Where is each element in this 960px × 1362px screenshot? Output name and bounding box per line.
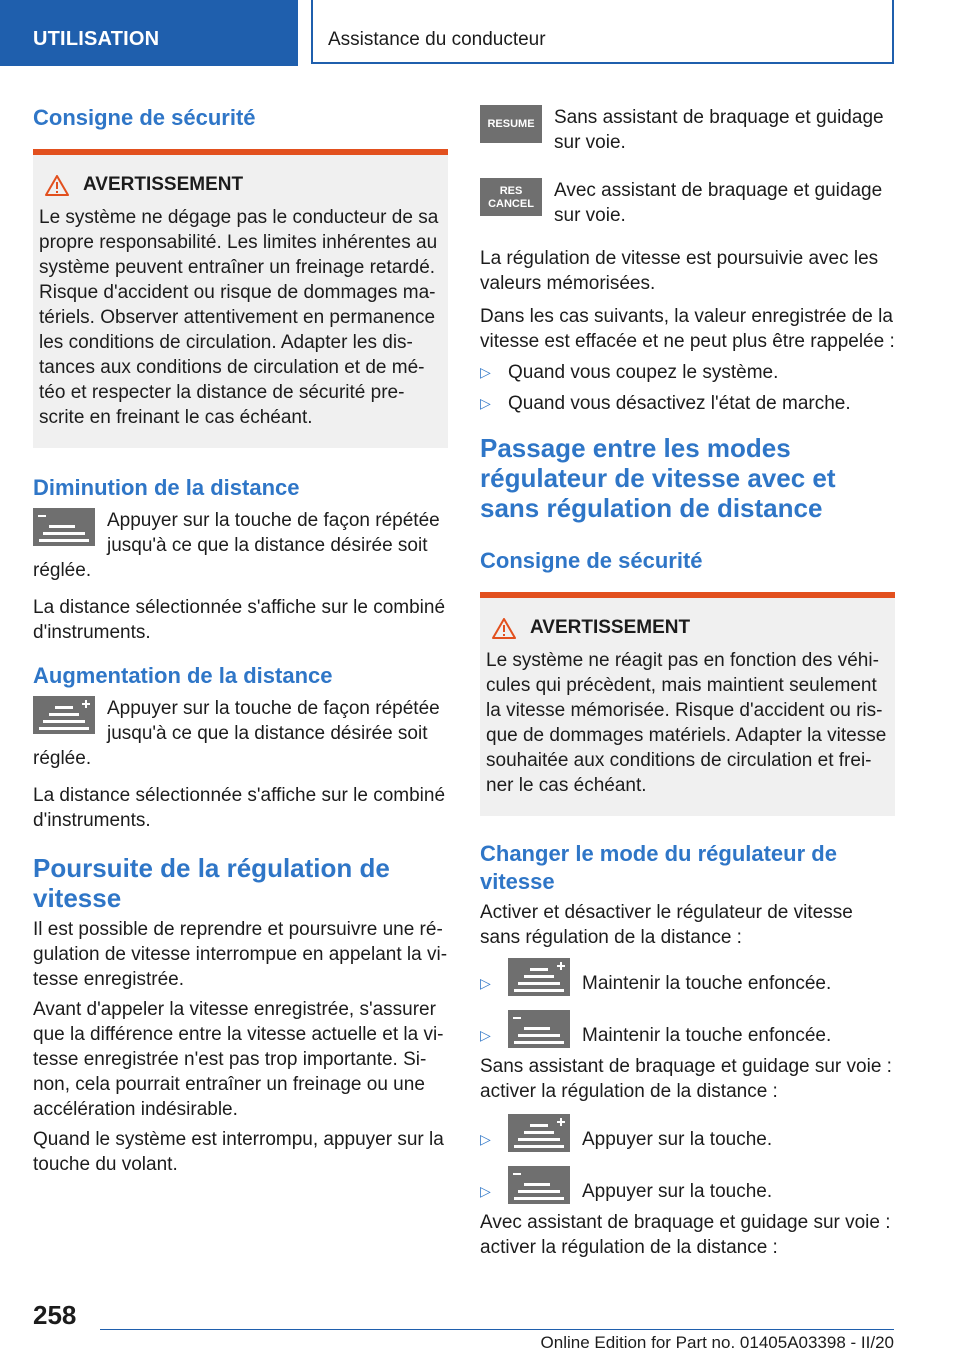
erased-cases-paragraph: Dans les cas suivants, la valeur enregistrée de la vitesse est effacée et ne peut plus être rappelée : <box>480 306 895 352</box>
page-number: 258 <box>33 1300 77 1330</box>
rescancel-button-row <box>480 178 895 228</box>
warning-triangle-icon <box>492 618 516 639</box>
warning-2-line: ner le cas échéant. <box>486 775 647 796</box>
warning-2-line: cules qui précèdent, mais maintient seulement <box>486 675 877 696</box>
warning-header-2 <box>492 616 889 640</box>
warning-box-1 <box>33 149 448 448</box>
warning-text-1 <box>39 205 442 430</box>
resume-button-text: Sans assistant de braquage et guidage sur voie. <box>554 107 884 153</box>
triangle-bullet-icon: ▷ <box>480 1027 491 1043</box>
triangle-bullet-icon: ▷ <box>480 364 491 380</box>
triangle-bullet-icon: ▷ <box>480 395 491 411</box>
warning-title-2: AVERTISSEMENT <box>530 617 691 638</box>
increase-distance-block <box>33 696 448 771</box>
distance-decrease-button-icon <box>33 508 95 546</box>
footer-divider <box>100 1329 894 1330</box>
distance-increase-button-icon <box>33 696 95 734</box>
increase-distance-text: Appuyer sur la touche de façon répétée jusqu'à ce que la distance désirée soit réglée. <box>33 698 440 769</box>
resume-paragraph-2: Avant d'appeler la vitesse enregistrée, s'assurer que la différence entre la vitesse actuelle et la vi-tesse enregistrée n'est pas trop importante. Si-non, cela pourrait entraîner un freinage ou une accélération indésirable. <box>33 999 444 1120</box>
resume-button-row <box>480 105 895 155</box>
warning-2-line: Le système ne réagit pas en fonction des véhi- <box>486 650 879 671</box>
list-item-text: Maintenir la touche enfoncée. <box>582 973 832 994</box>
stored-values-paragraph: La régulation de vitesse est poursuivie avec les valeurs mémorisées. <box>480 248 879 294</box>
list-item-text: Maintenir la touche enfoncée. <box>582 1025 832 1046</box>
list-item <box>480 958 895 996</box>
header-section-title: UTILISATION <box>33 28 160 50</box>
list-item <box>480 360 895 385</box>
triangle-bullet-icon: ▷ <box>480 1183 491 1199</box>
distance-increase-button-icon <box>508 958 570 996</box>
res-cancel-label-2: CANCEL <box>488 198 534 210</box>
decrease-distance-block <box>33 508 448 583</box>
header-chapter-title: Assistance du conducteur <box>328 29 546 50</box>
list-item <box>480 1114 895 1152</box>
warning-1-line: tances aux conditions de circulation et de mé- <box>39 357 425 378</box>
warning-box-2 <box>480 592 895 816</box>
warning-1-line: Risque d'accident ou risque de dommages ma- <box>39 282 436 303</box>
warning-1-line: tériels. Observer attentivement en permanence <box>39 307 436 328</box>
warning-1-line: téo et respecter la distance de sécurité pre- <box>39 382 405 403</box>
resume-heading: Poursuite de la régulation de vitesse <box>33 853 390 913</box>
left-column <box>33 100 448 1177</box>
warning-triangle-icon <box>45 175 69 196</box>
right-column <box>480 105 895 1260</box>
warning-1-line: propre responsabilité. Les limites inhérentes au <box>39 232 438 253</box>
warning-1-line: les conditions de circulation. Adapter les dis- <box>39 332 413 353</box>
switch-modes-heading: Passage entre les modes régulateur de vitesse avec et sans régulation de distance <box>480 433 836 523</box>
resume-paragraph-3: Quand le système est interrompu, appuyer sur la touche du volant. <box>33 1129 444 1175</box>
list-item-text: Quand vous désactivez l'état de marche. <box>508 393 851 414</box>
change-mode-paragraph-1: Activer et désactiver le régulateur de vitesse sans régulation de la distance : <box>480 902 853 948</box>
warning-1-line: système peuvent entraîner un freinage retardé. <box>39 257 436 278</box>
footer-edition: Online Edition for Part no. 01405A03398 - II/20 <box>540 1333 894 1352</box>
list-item <box>480 1010 895 1048</box>
triangle-bullet-icon: ▷ <box>480 1131 491 1147</box>
warning-header-1 <box>45 173 442 197</box>
resume-paragraph-1: Il est possible de reprendre et poursuivre une ré-gulation de vitesse interrompue en appelant la vi-tesse enregistrée. <box>33 919 448 990</box>
warning-text-2 <box>486 648 889 798</box>
warning-1-line: Le système ne dégage pas le conducteur de sa <box>39 207 439 228</box>
triangle-bullet-icon: ▷ <box>480 975 491 991</box>
safety-heading-right: Consigne de sécurité <box>480 548 703 573</box>
increase-distance-heading: Augmentation de la distance <box>33 663 333 688</box>
header-section-tab <box>0 0 298 66</box>
res-cancel-button-icon <box>480 178 542 216</box>
list-item-text: Appuyer sur la touche. <box>582 1181 773 1202</box>
decrease-distance-heading: Diminution de la distance <box>33 475 300 500</box>
change-mode-paragraph-3: Avec assistant de braquage et guidage sur voie : activer la régulation de la distance : <box>480 1212 891 1258</box>
resume-button-icon <box>480 105 542 143</box>
warning-2-line: souhaitée aux conditions de circulation et frei- <box>486 750 872 771</box>
distance-increase-button-icon <box>508 1114 570 1152</box>
warning-2-line: la vitesse mémorisée. Risque d'accident ou ris- <box>486 700 883 721</box>
decrease-distance-note: La distance sélectionnée s'affiche sur le combiné d'instruments. <box>33 597 446 643</box>
distance-decrease-button-icon <box>508 1010 570 1048</box>
increase-distance-note: La distance sélectionnée s'affiche sur le combiné d'instruments. <box>33 785 446 831</box>
warning-1-line: scrite en freinant le cas échéant. <box>39 407 313 428</box>
res-cancel-label-1: RES <box>499 185 523 197</box>
list-item <box>480 1166 895 1204</box>
decrease-distance-text: Appuyer sur la touche de façon répétée jusqu'à ce que la distance désirée soit réglée. <box>33 510 440 581</box>
list-item-text: Appuyer sur la touche. <box>582 1129 773 1150</box>
list-item <box>480 391 895 416</box>
distance-decrease-button-icon <box>508 1166 570 1204</box>
warning-2-line: que de dommages matériels. Adapter la vitesse <box>486 725 887 746</box>
change-mode-heading: Changer le mode du régulateur de vitesse <box>480 841 837 894</box>
warning-title-1: AVERTISSEMENT <box>83 174 244 195</box>
change-mode-paragraph-2: Sans assistant de braquage et guidage sur voie : activer la régulation de la distance : <box>480 1056 892 1102</box>
rescancel-button-text: Avec assistant de braquage et guidage sur voie. <box>554 180 883 226</box>
safety-heading-left: Consigne de sécurité <box>33 105 256 130</box>
resume-button-label: RESUME <box>487 118 535 130</box>
header-chapter-box <box>311 0 894 64</box>
list-item-text: Quand vous coupez le système. <box>508 362 779 383</box>
